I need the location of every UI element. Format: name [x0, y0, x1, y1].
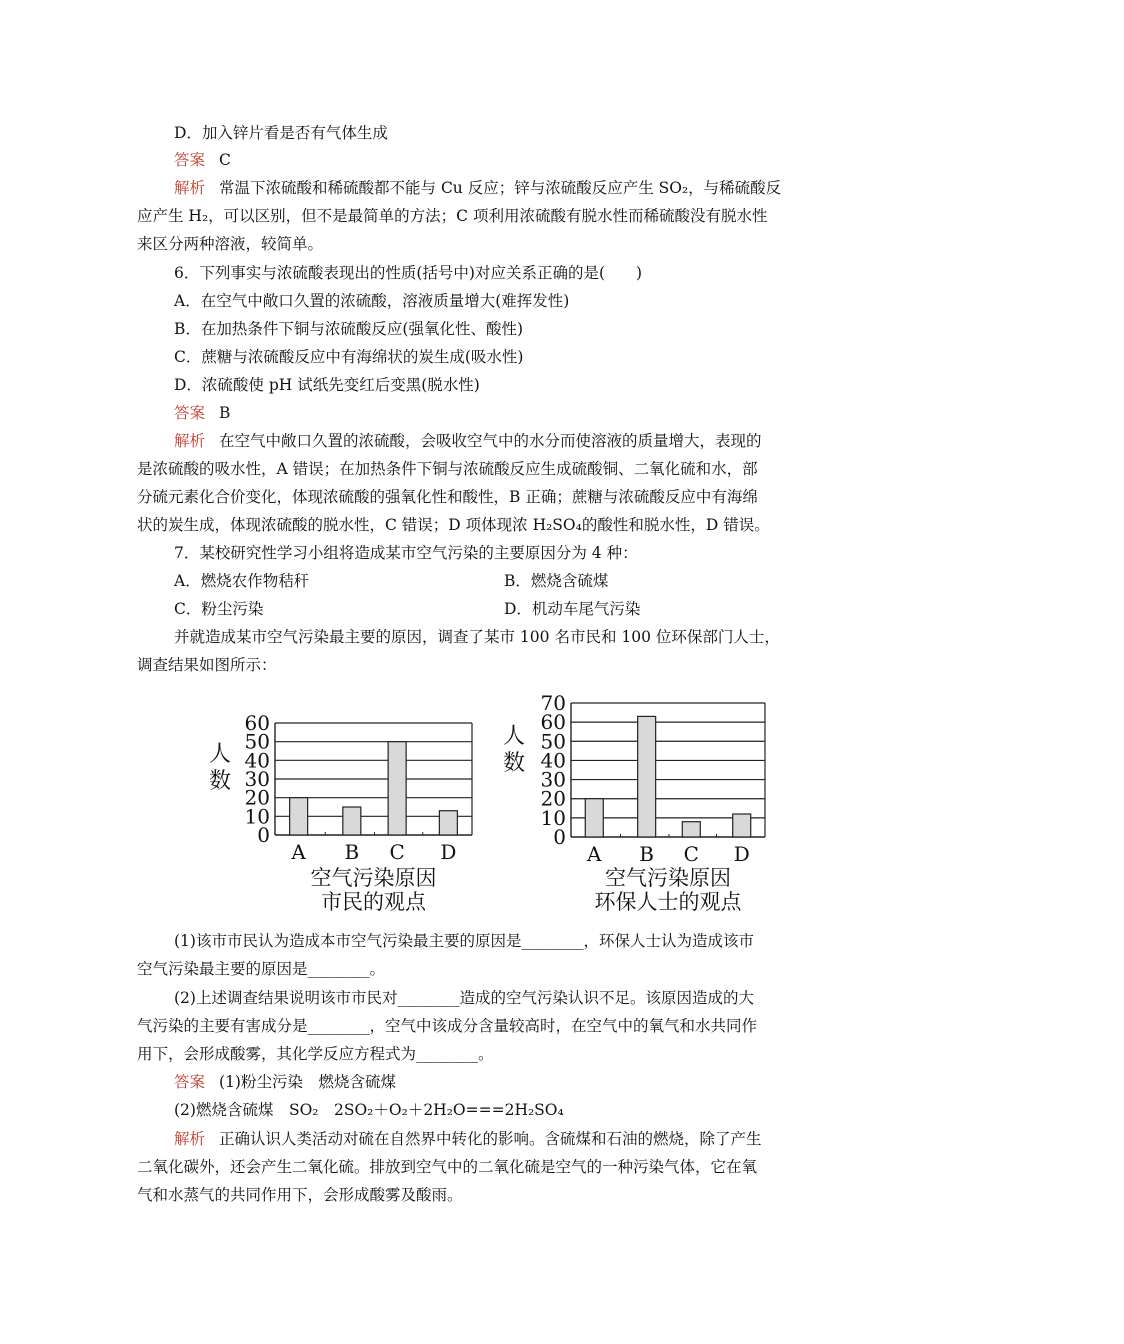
chart-caption: 市民的观点 [321, 890, 426, 914]
x-axis-label: 空气污染原因 [310, 866, 437, 890]
q7-stem: 7．某校研究性学习小组将造成某市空气污染的主要原因分为 4 种： [174, 544, 638, 562]
q7-analysis-line: 二氧化碳外，还会产生二氧化硫。排放到空气中的二氧化硫是空气的一种污染气体，它在氧 [137, 1158, 758, 1176]
y-tick-label: 30 [540, 767, 566, 792]
x-axis-label: 空气污染原因 [605, 866, 731, 890]
q5-analysis-line: 应产生 H₂，可以区别，但不是最简单的方法；C 项利用浓硫酸有脱水性而稀硫酸没有脱水性 [137, 207, 768, 225]
answer-label: 答案 [174, 151, 206, 169]
answer-label: 答案 [174, 1073, 206, 1091]
y-tick-label: 10 [244, 804, 270, 829]
x-tick-label: A [291, 840, 306, 864]
y-axis-label: 人 [502, 724, 526, 749]
analysis-label: 解析 [174, 432, 206, 450]
answer-text: (1)粉尘污染 燃烧含硫煤 [219, 1073, 396, 1091]
q7-option-a: A．燃烧农作物秸秆 [174, 572, 310, 590]
x-tick-label: C [683, 842, 699, 866]
q7-analysis-line: 气和水蒸气的共同作用下，会形成酸雾及酸雨。 [137, 1186, 463, 1204]
q7-sub2-line: 用下，会形成酸雾，其化学反应方程式为________。 [137, 1045, 494, 1063]
bar [733, 814, 751, 837]
q7-answer [0, 1069, 1124, 1095]
q7-sub2-line: 气污染的主要有害成分是________，空气中该成分含量较高时，在空气中的氧气和水共同作 [137, 1017, 758, 1035]
q7-option-b: B．燃烧含硫煤 [504, 572, 609, 590]
q6-option-c: C．蔗糖与浓硫酸反应中有海绵状的炭生成(吸水性) [174, 348, 524, 366]
y-tick-label: 60 [244, 711, 270, 735]
y-tick-label: 40 [244, 748, 270, 773]
answer-value: C [219, 151, 231, 169]
survey-charts [208, 683, 810, 923]
x-tick-label: A [587, 842, 602, 866]
bar [388, 742, 406, 835]
chart-caption: 环保人士的观点 [594, 890, 742, 914]
q7-option-c: C．粉尘污染 [174, 600, 264, 618]
x-tick-label: D [440, 840, 457, 864]
survey-charts-svg [208, 683, 810, 923]
y-tick-label: 10 [540, 805, 566, 830]
bar [585, 799, 603, 837]
y-tick-label: 70 [540, 691, 566, 715]
q6-option-d: D．浓硫酸使 pH 试纸先变红后变黑(脱水性) [174, 376, 480, 394]
bar [439, 811, 457, 835]
x-tick-label: D [733, 842, 750, 866]
x-tick-label: B [639, 842, 655, 866]
q7-answer-line2: (2)燃烧含硫煤 SO₂ 2SO₂＋O₂＋2H₂O===2H₂SO₄ [174, 1101, 564, 1119]
y-tick-label: 0 [257, 823, 270, 847]
y-axis-label: 数 [502, 751, 526, 776]
chart-environmentalists [503, 691, 765, 914]
q6-answer [0, 400, 1124, 426]
y-tick-label: 50 [540, 729, 566, 754]
chart-residents [209, 711, 472, 914]
q7-sub2-line: (2)上述调查结果说明该市市民对________造成的空气污染认识不足。该原因造成的大 [174, 989, 754, 1007]
q7-analysis-line [0, 1126, 1124, 1152]
q5-analysis-line: 来区分两种溶液，较简单。 [137, 235, 324, 253]
y-tick-label: 60 [540, 710, 566, 735]
q6-stem: 6．下列事实与浓硫酸表现出的性质(括号中)对应关系正确的是( ) [174, 264, 643, 282]
q5-option-d: D．加入锌片看是否有气体生成 [174, 124, 388, 142]
q7-survey-line: 调查结果如图所示： [137, 656, 277, 674]
q7-options-row [0, 568, 1124, 594]
q5-answer [0, 147, 1124, 173]
analysis-text: 常温下浓硫酸和稀硫酸都不能与 Cu 反应；锌与浓硫酸反应产生 SO₂，与稀硫酸反 [219, 179, 782, 197]
y-tick-label: 30 [244, 767, 270, 791]
analysis-text: 正确认识人类活动对硫在自然界中转化的影响。含硫煤和石油的燃烧，除了产生 [219, 1130, 762, 1148]
y-tick-label: 20 [540, 786, 566, 811]
answer-value: B [219, 404, 231, 422]
y-tick-label: 40 [540, 748, 566, 773]
q6-analysis-line [0, 428, 1124, 454]
bar [682, 822, 700, 837]
answer-label: 答案 [174, 404, 206, 422]
q6-option-a: A．在空气中敞口久置的浓硫酸，溶液质量增大(难挥发性) [174, 292, 570, 310]
x-tick-label: B [344, 840, 360, 864]
q6-option-b: B．在加热条件下铜与浓硫酸反应(强氧化性、酸性) [174, 320, 523, 338]
y-tick-label: 20 [244, 785, 270, 810]
q6-analysis-line: 分硫元素化合价变化，体现浓硫酸的强氧化性和酸性，B 正确；蔗糖与浓硫酸反应中有海绵 [137, 488, 758, 506]
q7-sub1-line: (1)该市市民认为造成本市空气污染最主要的原因是________，环保人士认为造成该市 [174, 932, 754, 950]
bar [290, 798, 308, 835]
x-tick-label: C [389, 840, 405, 864]
y-axis-label: 人 [208, 742, 232, 767]
q6-analysis-line: 是浓硫酸的吸水性，A 错误；在加热条件下铜与浓硫酸反应生成硫酸铜、二氧化硫和水，部 [137, 460, 758, 478]
analysis-label: 解析 [174, 1130, 206, 1148]
y-axis-label: 数 [208, 769, 232, 794]
q6-analysis-line: 状的炭生成，体现浓硫酸的脱水性，C 错误；D 项体现浓 H₂SO₄的酸性和脱水性，D 错误。 [137, 516, 770, 534]
analysis-text: 在空气中敞口久置的浓硫酸，会吸收空气中的水分而使溶液的质量增大，表现的 [219, 432, 762, 450]
q7-options-row [0, 596, 1124, 622]
analysis-label: 解析 [174, 179, 206, 197]
q7-survey-line: 并就造成某市空气污染最主要的原因，调查了某市 100 名市民和 100 位环保部门人士， [174, 628, 780, 646]
q7-option-d: D．机动车尾气污染 [504, 600, 641, 618]
y-tick-label: 50 [244, 729, 270, 754]
q5-analysis-line [0, 175, 1124, 201]
bar [343, 807, 361, 835]
y-tick-label: 0 [553, 825, 566, 849]
q7-sub1-line: 空气污染最主要的原因是________。 [137, 960, 386, 978]
bar [638, 716, 656, 837]
